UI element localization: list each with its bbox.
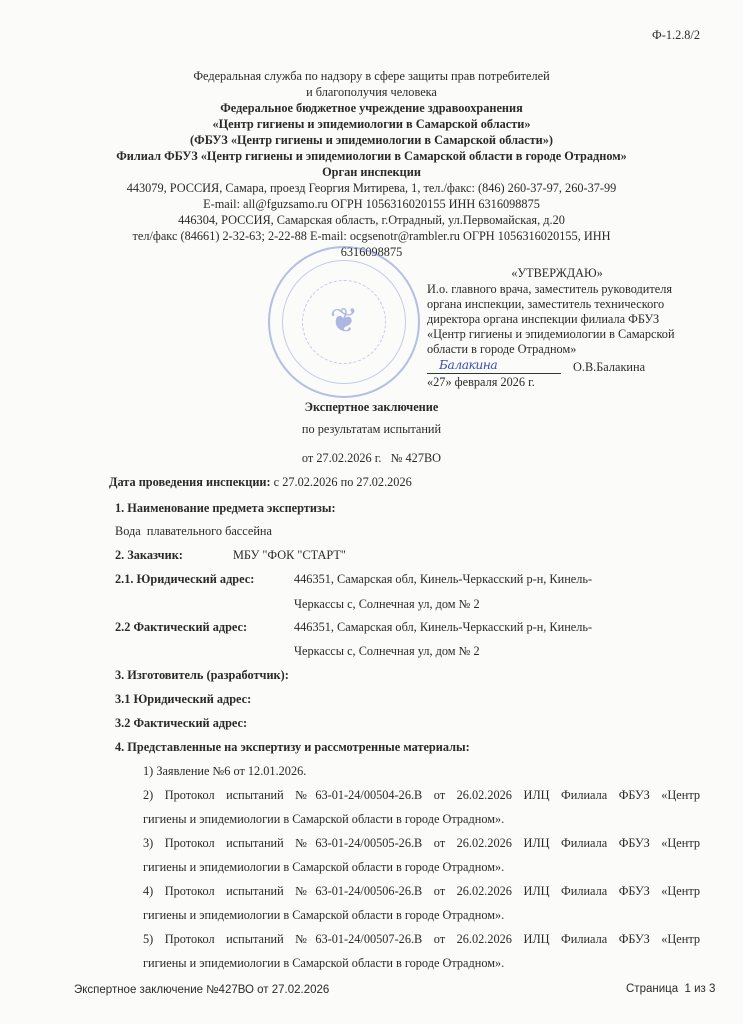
handwritten-signature: Балакина [439, 358, 498, 372]
section-2-1-value-line-1: 446351, Самарская обл, Кинель-Черкасский р-н, Кинель- [294, 572, 593, 586]
inspection-body: Орган инспекции [322, 165, 421, 179]
approval-position-line: И.о. главного врача, заместитель руководителя [427, 282, 673, 296]
document-title: Экспертное заключение [304, 400, 439, 414]
materials-item-cont: гигиены и эпидемиологии в Самарской области в городе Отрадном». [143, 860, 505, 874]
section-2-1-label: 2.1. Юридический адрес: [115, 572, 255, 586]
approval-position-line: органа инспекции, заместитель технического [427, 297, 665, 311]
inspection-dates-label: Дата проведения инспекции: [109, 475, 271, 489]
materials-item-cont: гигиены и эпидемиологии в Самарской области в городе Отрадном». [143, 908, 505, 922]
institution-line-1: Федеральное бюджетное учреждение здравоохранения [220, 101, 523, 115]
section-2-value: МБУ "ФОК "СТАРТ" [233, 548, 346, 562]
contacts-2-cont: 6316098875 [340, 245, 403, 259]
section-3-label: 3. Изготовитель (разработчик): [115, 668, 289, 682]
materials-item: 4) Протокол испытаний №63-01-24/00506-26.В от 26.02.2026 ИЛЦ Филиала ФБУЗ «Центр [143, 884, 700, 898]
agency-line-2: и благополучия человека [306, 85, 437, 99]
approval-position-line: «Центр гигиены и эпидемиологии в Самарской [427, 327, 675, 341]
inspection-dates-value: с 27.02.2026 по 27.02.2026 [273, 475, 412, 489]
contacts-1: E-mail: all@fguzsamo.ru ОГРН 1056316020155 ИНН 6316098875 [203, 197, 540, 211]
approval-position-line: директора органа инспекции филиала ФБУЗ [427, 312, 660, 326]
section-2-2-value-line-1: 446351, Самарская обл, Кинель-Черкасский р-н, Кинель- [294, 620, 593, 634]
institution-short: (ФБУЗ «Центр гигиены и эпидемиологии в Самарской области») [190, 133, 553, 147]
address-1: 443079, РОССИЯ, Самара, проезд Георгия Митирева, 1, тел./факс: (846) 260-37-97, 260-37-99 [126, 181, 617, 195]
approval-date: «27» февраля 2026 г. [427, 375, 535, 389]
materials-item: 2) Протокол испытаний №63-01-24/00504-26.В от 26.02.2026 ИЛЦ Филиала ФБУЗ «Центр [143, 788, 700, 802]
form-code: Ф-1.2.8/2 [652, 28, 700, 42]
footer-page-number: Страница 1 из 3 [626, 983, 716, 995]
section-3-1-label: 3.1 Юридический адрес: [115, 692, 252, 706]
signature-line [427, 357, 561, 374]
materials-item: 5) Протокол испытаний №63-01-24/00507-26.В от 26.02.2026 ИЛЦ Филиала ФБУЗ «Центр [143, 932, 700, 946]
section-1-value: Вода плавательного бассейна [115, 524, 272, 538]
materials-item-cont: гигиены и эпидемиологии в Самарской области в городе Отрадном». [143, 956, 505, 970]
agency-line-1: Федеральная служба по надзору в сфере защиты прав потребителей [193, 69, 550, 83]
approval-block [427, 266, 717, 390]
section-2-label: 2. Заказчик: [115, 548, 183, 562]
footer-document-ref: Экспертное заключение №427ВО от 27.02.2026 [74, 984, 330, 996]
approval-title: «УТВЕРЖДАЮ» [511, 266, 603, 280]
materials-item: 3) Протокол испытаний №63-01-24/00505-26.В от 26.02.2026 ИЛЦ Филиала ФБУЗ «Центр [143, 836, 700, 850]
section-3-2-label: 3.2 Фактический адрес: [115, 716, 248, 730]
materials-item: 1) Заявление №6 от 12.01.2026. [143, 764, 307, 778]
document-number: от 27.02.2026 г. № 427ВО [301, 451, 442, 465]
section-2-2-label: 2.2 Фактический адрес: [115, 620, 248, 634]
institution-line-2: «Центр гигиены и эпидемиологии в Самарской области» [212, 117, 531, 131]
coat-of-arms-icon: ❦ [329, 303, 359, 340]
materials-item-cont: гигиены и эпидемиологии в Самарской области в городе Отрадном». [143, 812, 505, 826]
branch-name: Филиал ФБУЗ «Центр гигиены и эпидемиологии в Самарской области в городе Отрадном» [116, 149, 627, 163]
section-1-label: 1. Наименование предмета экспертизы: [115, 501, 336, 515]
section-2-1-value-line-2: Черкассы с, Солнечная ул, дом № 2 [294, 597, 480, 611]
approval-position-line: области в городе Отрадном» [427, 342, 577, 356]
address-2: 446304, РОССИЯ, Самарская область, г.Отрадный, ул.Первомайская, д.20 [178, 213, 565, 227]
signature-row [427, 358, 717, 374]
contacts-2: тел/факс (84661) 2-32-63; 2-22-88 E-mail: ocgsenotr@rambler.ru ОГРН 1056316020155, ИНН [132, 229, 611, 243]
section-2-2-value-line-2: Черкассы с, Солнечная ул, дом № 2 [294, 644, 480, 658]
section-4-label: 4. Представленные на экспертизу и рассмотренные материалы: [115, 740, 470, 754]
inspection-dates [109, 475, 412, 489]
document-subtitle: по результатам испытаний [301, 422, 442, 436]
signer-name: О.В.Балакина [573, 360, 646, 374]
